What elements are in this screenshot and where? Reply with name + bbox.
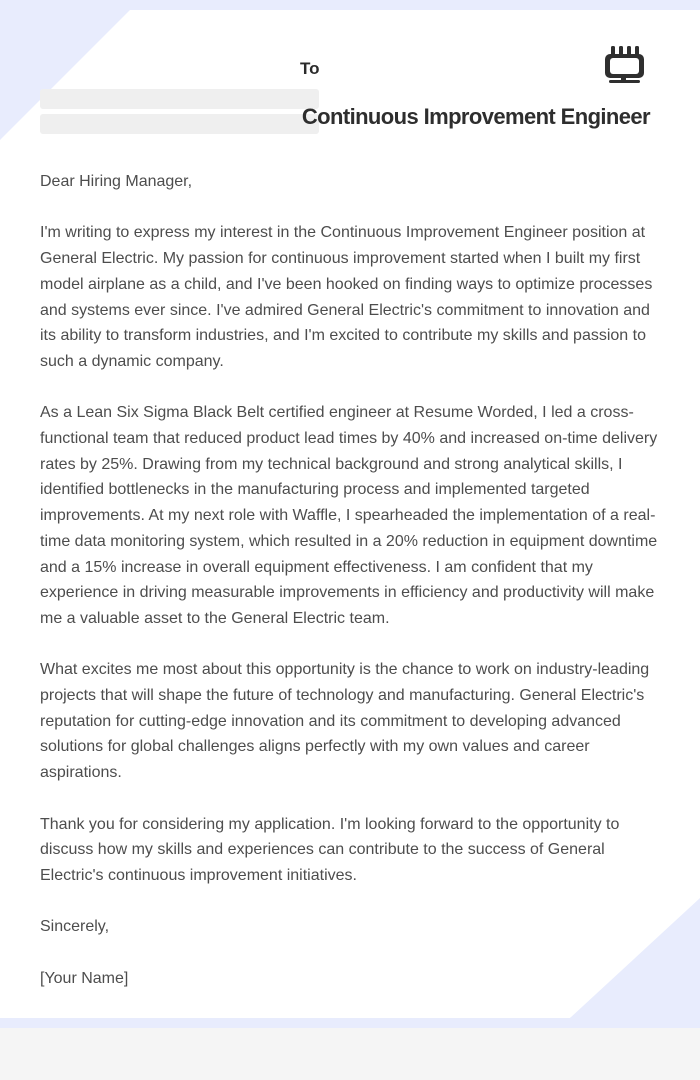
paragraph-motivation: What excites me most about this opportunity is the chance to work on industry-leading projects that will shape the future of technology and manufacturing. General Electric's reputation for cutting-edge innovation and its commitment to developing advanced solutions for global challenges aligns perfectly with my own values and career aspirations. [40, 661, 650, 782]
sign-off: Sincerely, [40, 918, 110, 936]
letter-body [40, 169, 666, 1017]
paragraph-experience: As a Lean Six Sigma Black Belt certified engineer at Resume Worded, I led a cross-functional team that reduced product lead times by 40% and increased on-time delivery rates by 25%. Drawing from my technical background and strong analytical skills, I identified bottlenecks in the manufacturing process and implemented targeted improvements. At my next role with Waffle, I spearheaded the implementation of a real-time data monitoring system, which resulted in a 20% reduction in equipment downtime and a 15% increase in overall equipment effectiveness. I am confident that my experience in driving measurable improvements in efficiency and productivity will make me a valuable asset to the General Electric team. [40, 404, 658, 627]
ge-calendar-logo-icon [603, 44, 647, 86]
recipient-placeholder-line-1 [40, 89, 319, 109]
job-title-heading: Continuous Improvement Engineer [301, 104, 650, 129]
signature-name: [Your Name] [40, 969, 129, 987]
to-label: To [300, 59, 320, 78]
paragraph-thanks: Thank you for considering my application. I'm looking forward to the opportunity to discuss how my skills and experiences can contribute to the success of General Electric's continuous improvement initiatives. [40, 815, 620, 884]
salutation: Dear Hiring Manager, [40, 173, 193, 190]
paragraph-interest: I'm writing to express my interest in the Continuous Improvement Engineer position at General Electric. My passion for continuous improvement started when I built my first model airplane as a child, and I've been hooked on finding ways to optimize processes and systems ever since. I've admired General Electric's commitment to innovation and its ability to transform industries, and I'm excited to contribute my skills and passion to such a dynamic company. [40, 224, 653, 370]
recipient-placeholder-line-2 [40, 114, 319, 134]
